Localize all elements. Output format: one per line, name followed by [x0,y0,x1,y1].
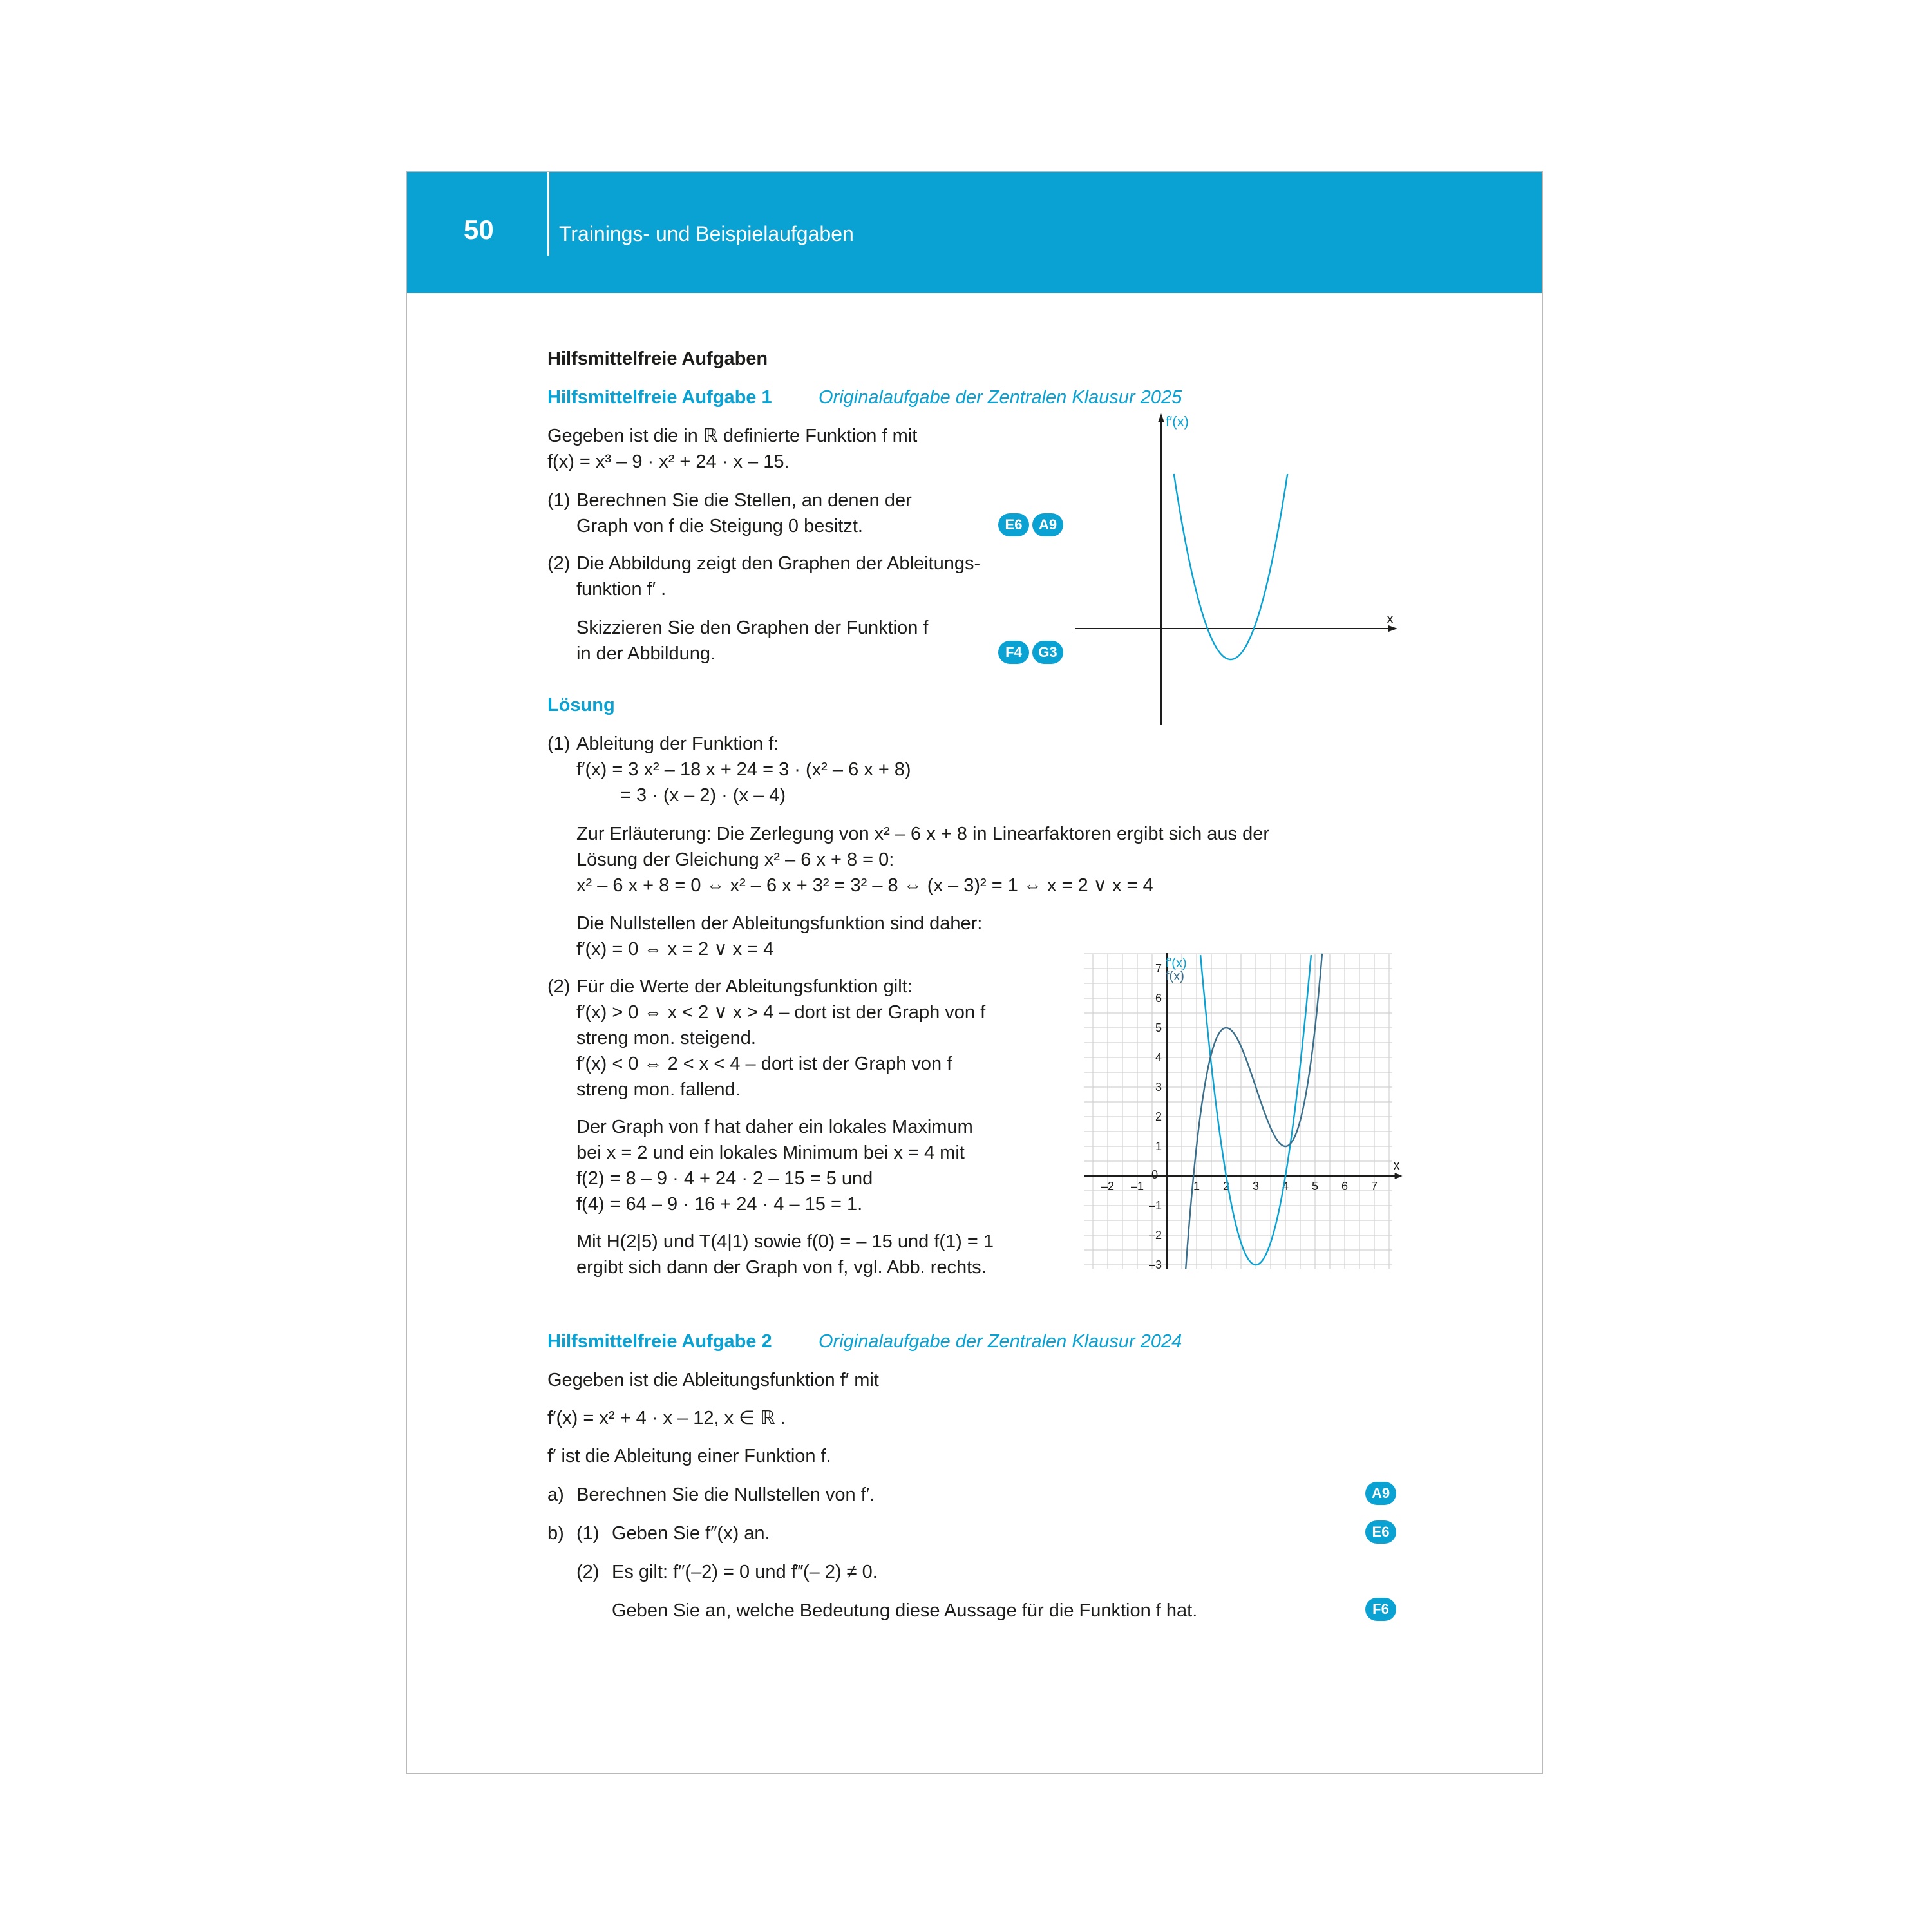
y-tick-label: –3 [1148,1258,1162,1269]
x-tick-label: 7 [1370,1180,1378,1193]
task2-function: f′(x) = x² + 4 · x – 12, x ∈ ℝ . [547,1408,786,1428]
task1-part2-text: funktion f′ . [576,579,667,600]
task2-b2-text: Geben Sie an, welche Bedeutung diese Aussage für die Funktion f hat. [612,1600,1198,1621]
solution-line: Lösung der Gleichung x² – 6 x + 8 = 0: [576,849,895,870]
solution2-number: (2) [547,976,571,997]
solution-line: Die Nullstellen der Ableitungsfunktion sind daher: [576,913,983,934]
y-tick-label: 7 [1155,962,1162,975]
task1-part1-text: Graph von f die Steigung 0 besitzt. [576,516,863,536]
task2-title: Hilfsmittelfreie Aufgabe 2 [547,1331,772,1352]
y-tick-label: 4 [1155,1051,1162,1064]
task1-source: Originalaufgabe der Zentralen Klausur 2025 [819,387,1182,408]
solution-line: f(2) = 8 – 9 · 4 + 24 · 2 – 15 = 5 und [576,1168,873,1189]
x-tick-label: 2 [1222,1180,1230,1193]
solution-line: Ableitung der Funktion f: [576,734,779,754]
solution-line: f′(x) < 0 ⇔ 2 < x < 4 – dort ist der Graph von f [576,1054,952,1074]
competency-badge: F4 [998,641,1029,664]
solution-line: Zur Erläuterung: Die Zerlegung von x² – 6 x + 8 in Linearfaktoren ergibt sich aus der [576,824,1269,844]
solution-line: streng mon. fallend. [576,1079,741,1100]
task1-part2-text: Skizzieren Sie den Graphen der Funktion f [576,618,929,638]
y-axis-arrow [1158,413,1164,422]
task2-b2-number: (2) [576,1562,600,1582]
header-divider [547,172,549,256]
competency-badge: G3 [1032,641,1063,664]
competency-badge: A9 [1365,1482,1396,1505]
page-header [407,172,1542,293]
x-axis-arrow [1395,1173,1403,1179]
solution-line: f′(x) = 0 ⇔ x = 2 ∨ x = 4 [576,939,774,960]
task2-b-label: b) [547,1523,564,1544]
task1-part1-text: Berechnen Sie die Stellen, an denen der [576,490,912,511]
fprime-curve [1174,474,1287,659]
competency-badge: E6 [1365,1520,1396,1544]
task1-title: Hilfsmittelfreie Aufgabe 1 [547,387,772,408]
solution-line: f′(x) > 0 ⇔ x < 2 ∨ x > 4 – dort ist der Graph von f [576,1002,986,1023]
competency-badge: A9 [1032,513,1063,536]
f-curve [1185,954,1322,1269]
origin-label: 0 [1151,1168,1159,1181]
task2-a-text: Berechnen Sie die Nullstellen von f′. [576,1484,875,1505]
competency-badge: F6 [1365,1598,1396,1621]
x-tick-label: 4 [1282,1180,1289,1193]
task1-part2-text: Die Abbildung zeigt den Graphen der Ableitungs- [576,553,981,574]
task2-a-label: a) [547,1484,564,1505]
y-tick-label: –2 [1148,1229,1162,1242]
x-tick-label: –1 [1130,1180,1144,1193]
solution-line: Der Graph von f hat daher ein lokales Maximum [576,1117,973,1137]
y-tick-label: –1 [1148,1199,1162,1212]
solution-line: = 3 · (x – 2) · (x – 4) [620,785,786,806]
solution-line: Mit H(2|5) und T(4|1) sowie f(0) = – 15 und f(1) = 1 [576,1231,994,1252]
solution1-number: (1) [547,734,571,754]
y-tick-label: 5 [1155,1021,1162,1034]
solution-line: ergibt sich dann der Graph von f, vgl. Abb. rechts. [576,1257,987,1278]
task1-intro: Gegeben ist die in ℝ definierte Funktion f mit [547,426,918,446]
solution-line: streng mon. steigend. [576,1028,756,1048]
graph-f-and-fprime [1075,953,1410,1269]
x-tick-label: 3 [1252,1180,1260,1193]
page-number: 50 [464,214,494,245]
task2-text: f′ ist die Ableitung einer Funktion f. [547,1446,831,1466]
task1-part2-text: in der Abbildung. [576,643,716,664]
solution-line: f(4) = 64 – 9 · 16 + 24 · 4 – 15 = 1. [576,1194,863,1215]
task2-source: Originalaufgabe der Zentralen Klausur 2024 [819,1331,1182,1352]
y-tick-label: 1 [1155,1140,1162,1153]
x-tick-label: 1 [1193,1180,1200,1193]
x-tick-label: 5 [1311,1180,1319,1193]
x-axis-label: x [1393,1159,1400,1173]
task2-text: Gegeben ist die Ableitungsfunktion f′ mit [547,1370,879,1390]
task1-function: f(x) = x³ – 9 · x² + 24 · x – 15. [547,451,790,472]
y-tick-label: 2 [1155,1110,1162,1123]
y-axis-label: f′(x) [1166,413,1189,430]
fprime-label: f′(x) [1166,956,1187,971]
solution-line: Für die Werte der Ableitungsfunktion gilt: [576,976,913,997]
grid [1084,954,1392,1269]
task1-part1-number: (1) [547,490,571,511]
task2-b1-text: Geben Sie f″(x) an. [612,1523,770,1544]
tick-labels [1101,962,1378,1269]
y-tick-label: 6 [1155,992,1162,1005]
f-label: f(x) [1166,969,1184,983]
graph-fprime [1069,412,1404,728]
header-title: Trainings- und Beispielaufgaben [559,222,854,245]
x-tick-label: –2 [1101,1180,1115,1193]
x-tick-label: 6 [1341,1180,1349,1193]
task2-b1-number: (1) [576,1523,600,1544]
competency-badge: E6 [998,513,1029,536]
x-axis-label: x [1387,611,1394,627]
solution-line: x² – 6 x + 8 = 0 ⇔ x² – 6 x + 3² = 3² – 8 ⇔ (x – 3)² = 1 ⇔ x = 2 ∨ x = 4 [576,875,1153,896]
y-tick-label: 3 [1155,1081,1162,1094]
section-title: Hilfsmittelfreie Aufgaben [547,348,768,369]
solution-line: f′(x) = 3 x² – 18 x + 24 = 3 · (x² – 6 x + 8) [576,759,911,780]
solution-title: Lösung [547,695,615,715]
solution-line: bei x = 2 und ein lokales Minimum bei x = 4 mit [576,1142,965,1163]
task2-b2-text: Es gilt: f″(–2) = 0 und f‴(– 2) ≠ 0. [612,1562,878,1582]
axes [1084,953,1402,1269]
task1-part2-number: (2) [547,553,571,574]
